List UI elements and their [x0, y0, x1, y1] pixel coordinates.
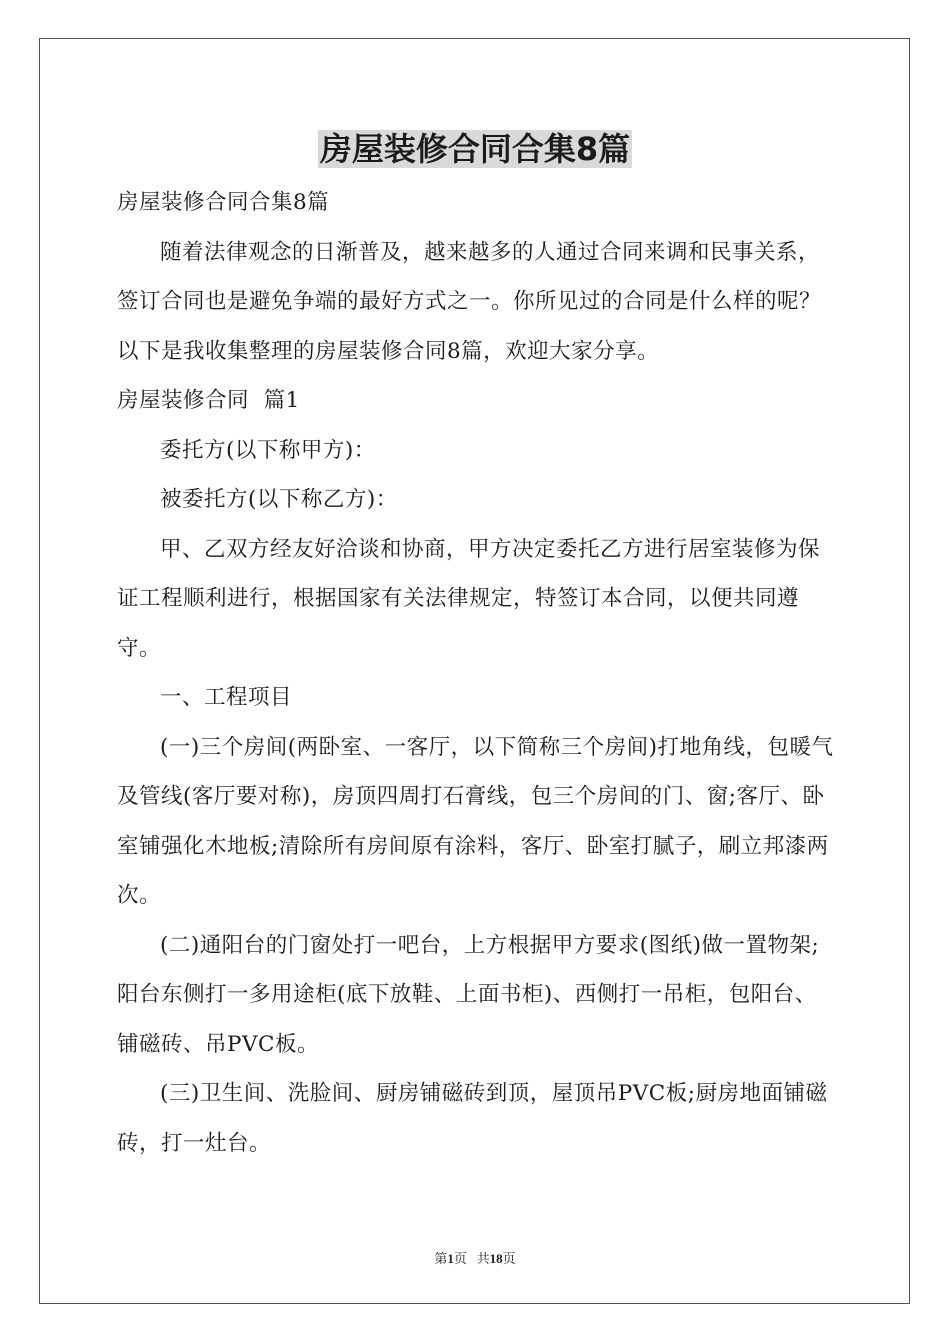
footer-total-prefix: 共: [476, 1251, 490, 1266]
clause-heading: 一、工程项目: [160, 685, 293, 710]
agreement-paragraph: 甲、乙双方经友好洽谈和协商，甲方决定委托乙方进行居室装修为保证工程顺利进行，根据国家有关法律规定，特签订本合同，以便共同遵守。: [117, 536, 821, 661]
clause-item-3: (三)卫生间、洗脸间、厨房铺磁砖到顶，屋顶吊PVC板;厨房地面铺磁砖，打一灶台。: [117, 1081, 828, 1156]
clause-item-2: (二)通阳台的门窗处打一吧台，上方根据甲方要求(图纸)做一置物架;阳台东侧打一多用途柜(底下放鞋、上面书柜)、西侧打一吊柜，包阳台、铺磁砖、吊PVC板。: [117, 932, 820, 1057]
footer-total-pages: 18: [489, 1251, 503, 1266]
section-heading: 房屋装修合同 篇1: [117, 388, 300, 413]
intro-paragraph: 随着法律观念的日渐普及，越来越多的人通过合同来调和民事关系，签订合同也是避免争端的最好方式之一。你所见过的合同是什么样的呢？以下是我收集整理的房屋装修合同8篇，欢迎大家分享。: [117, 239, 822, 364]
party-b-line: 被委托方(以下称乙方)：: [160, 487, 398, 512]
document-title: [0, 127, 950, 171]
clause-item-1: (一)三个房间(两卧室、一客厅，以下简称三个房间)打地角线，包暖气及管线(客厅要对称)，房顶四周打石膏线，包三个房间的门、窗;客厅、卧室铺强化木地板;清除所有房间原有涂料，客厅、卧室打腻子，刷立邦漆两次。: [117, 734, 834, 908]
page-footer: [0, 1248, 950, 1267]
footer-total-suffix: 页: [502, 1251, 516, 1266]
footer-page-number: 1: [447, 1251, 454, 1266]
footer-page-suffix: 页: [453, 1251, 467, 1266]
subtitle-line: 房屋装修合同合集8篇: [117, 190, 330, 215]
party-a-line: 委托方(以下称甲方)：: [160, 437, 376, 463]
document-title-text: 房屋装修合同合集8篇: [319, 130, 631, 168]
document-body: [117, 178, 837, 1168]
footer-prefix: 第: [434, 1251, 448, 1266]
